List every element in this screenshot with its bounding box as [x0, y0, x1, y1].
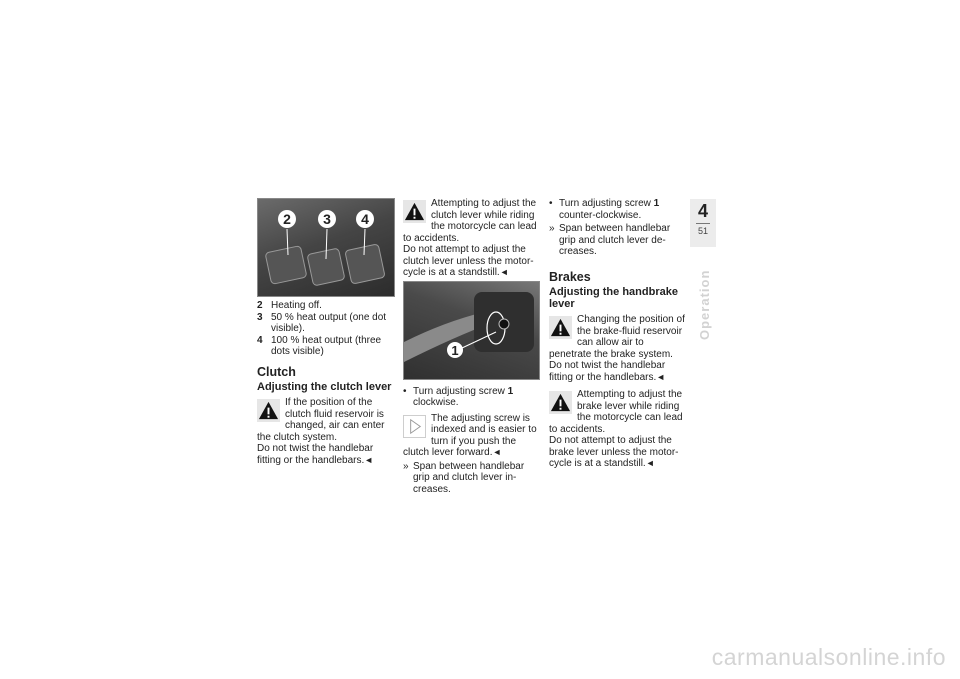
bullet-mark: •: [549, 198, 553, 209]
page-number: 51: [697, 226, 708, 236]
callout-4: 4: [361, 211, 369, 227]
callout-1: 1: [451, 342, 459, 358]
clutch-warning-2b-text: Do not attempt to adjust the clutch lever unless the motor-cycle is at a standstill.: [403, 244, 534, 278]
legend: [257, 300, 394, 358]
column-2: [403, 198, 538, 495]
clutch-warning-1-text: If the position of the clutch fluid reservoir is changed, air can enter the clutch system.: [257, 397, 385, 443]
step-turn-clockwise: [403, 386, 538, 409]
result-increase: [403, 461, 538, 496]
legend-text: Heating off.: [271, 300, 322, 311]
legend-text: 100 % heat output (three dots visible): [271, 334, 382, 357]
watermark: carmanualsonline.info: [711, 644, 946, 670]
step-ref: 1: [653, 198, 660, 209]
chapter-number: 4: [697, 201, 708, 221]
warning-icon: [549, 391, 572, 414]
chapter-label: Operation: [697, 269, 712, 340]
result-mark: »: [403, 460, 409, 472]
end-mark: ◄: [364, 454, 374, 465]
warning-icon: [257, 399, 280, 422]
callout-3: 3: [323, 211, 331, 227]
clutch-heading: Clutch: [257, 364, 296, 379]
step-text: Turn adjusting screw: [413, 385, 508, 397]
legend-text: 50 % heat output (one dot visible).: [271, 311, 387, 334]
end-mark: ◄: [656, 371, 666, 382]
end-mark: ◄: [492, 447, 502, 457]
brakes-warning-2: [549, 389, 685, 470]
result-decrease: [549, 223, 685, 258]
clutch-hint-text: The adjusting screw is indexed and is easier to turn if you push the clutch lever forward.: [403, 412, 537, 458]
bullet-mark: •: [403, 385, 407, 397]
legend-number: 2: [257, 300, 263, 311]
chapter-tab: [690, 199, 716, 247]
brakes-subheading: Adjusting the handbrake lever: [549, 286, 678, 310]
clutch-warning-1: [257, 397, 394, 466]
brakes-heading: Brakes: [549, 269, 591, 284]
end-mark: ◄: [645, 458, 655, 468]
step-ref: 1: [507, 385, 514, 397]
brakes-warning-2-text: Attempting to adjust the brake lever while riding the motorcycle can lead to accidents.: [549, 389, 683, 435]
callout-2: 2: [283, 211, 291, 227]
result-mark: »: [549, 223, 555, 234]
heated-grip-switch-photo: [257, 198, 395, 297]
warning-icon: [549, 316, 572, 339]
legend-row: [257, 312, 394, 335]
legend-number: 4: [257, 334, 263, 346]
result-text: Span between handlebar grip and clutch lever in-creases.: [413, 460, 525, 495]
clutch-warning-2-text: Attempting to adjust the clutch lever while riding the motorcycle can lead to accidents.: [403, 198, 537, 244]
brakes-warning-1b-text: Do not twist the handlebar fitting or the handlebars.: [549, 360, 666, 383]
brakes-warning-1-text: Changing the position of the brake-fluid reservoir can allow air to penetrate the brake system.: [549, 314, 685, 360]
clutch-lever-illustration: [404, 282, 539, 379]
column-1: [257, 198, 394, 468]
clutch-lever-photo: [403, 281, 540, 380]
legend-row: [257, 300, 394, 312]
step-text-suffix: counter-clockwise.: [559, 209, 642, 221]
warning-icon: [403, 200, 426, 223]
heated-grip-switch-illustration: [258, 199, 394, 296]
end-mark: ◄: [499, 267, 509, 277]
clutch-hint: [403, 413, 538, 459]
clutch-warning-2: [403, 198, 538, 279]
column-3: [549, 198, 685, 472]
step-text-suffix: clockwise.: [413, 397, 459, 408]
hint-icon: [403, 415, 426, 438]
brakes-warning-2b-text: Do not attempt to adjust the brake lever unless the motor-cycle is at a standstill.: [549, 435, 679, 469]
result-text: Span between handlebar grip and clutch lever de-creases.: [559, 223, 671, 257]
legend-number: 3: [257, 311, 263, 323]
clutch-subheading: Adjusting the clutch lever: [257, 381, 392, 393]
tab-divider: [696, 223, 710, 224]
legend-row: [257, 335, 394, 358]
brakes-warning-1: [549, 314, 685, 383]
step-text: Turn adjusting screw: [559, 198, 654, 209]
clutch-warning-1b-text: Do not twist the handlebar fitting or the handlebars.: [257, 443, 374, 466]
step-turn-counter-clockwise: [549, 198, 685, 221]
